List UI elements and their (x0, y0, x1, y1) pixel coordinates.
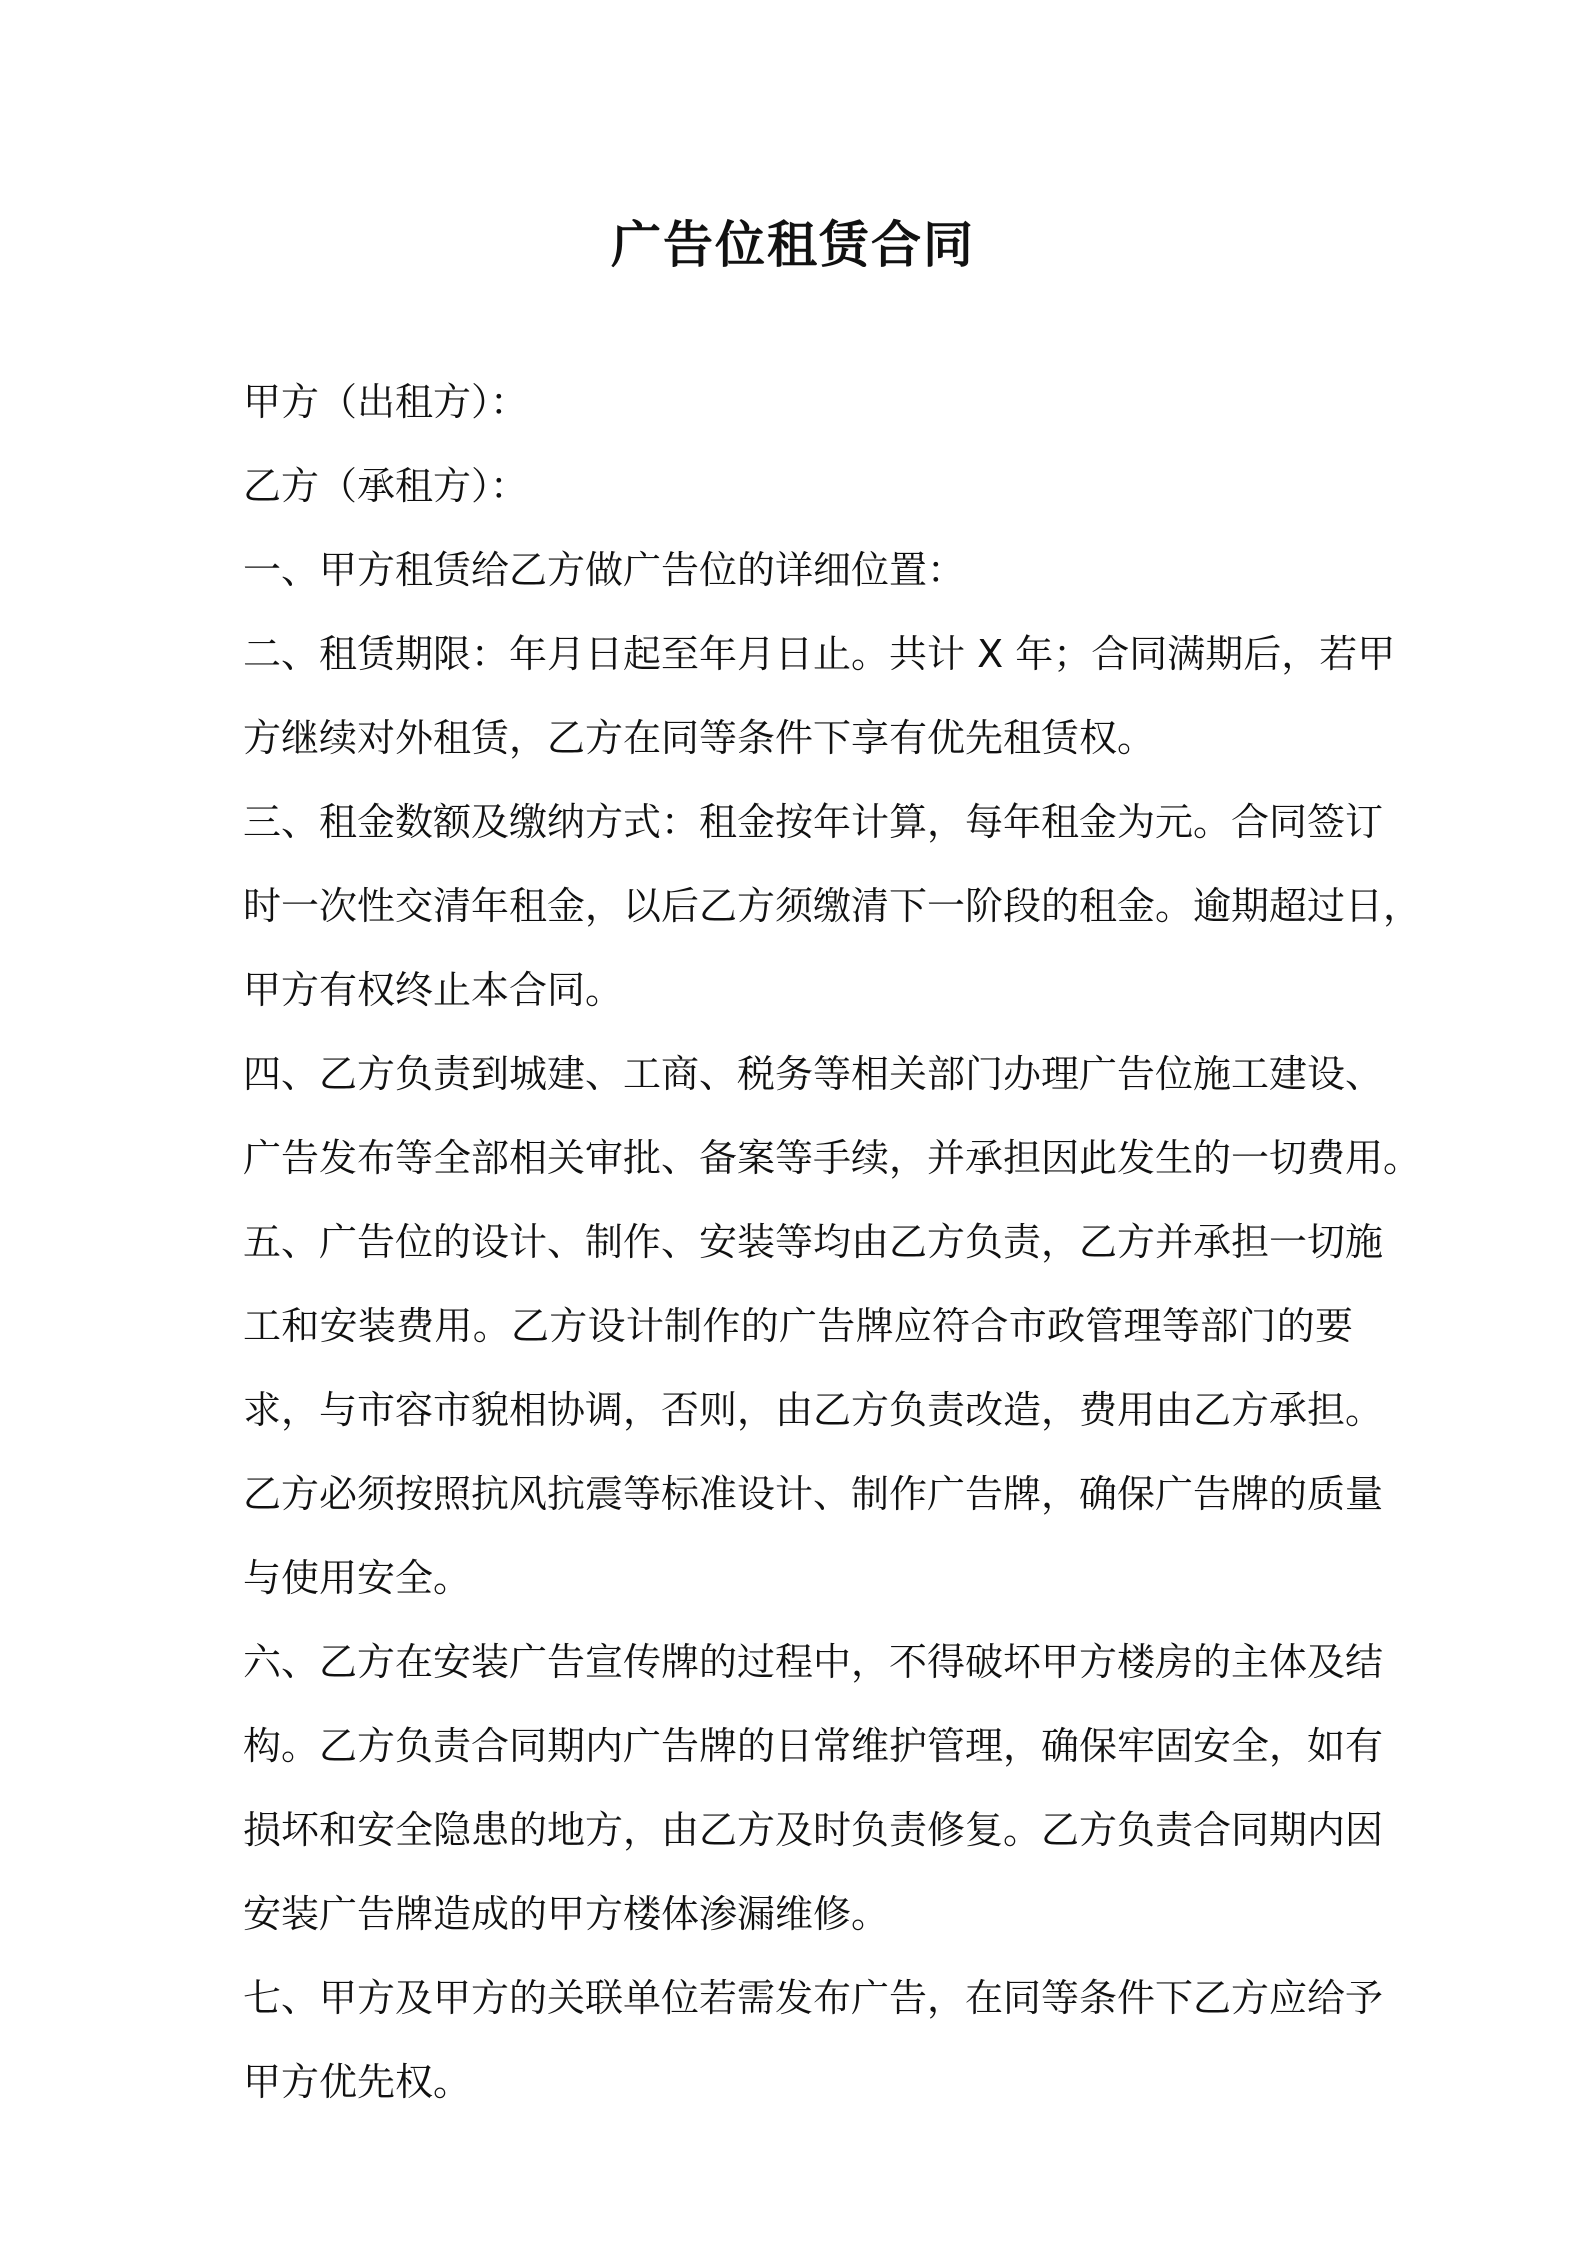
contract-text-line: 二、租赁期限：年月日起至年月日止。共计 X 年；合同满期后，若甲 (243, 632, 1396, 676)
document-title: 广告位租赁合同 (611, 216, 975, 274)
contract-text-line: 乙方（承租方）： (243, 464, 529, 508)
contract-text-line: 工和安装费用。乙方设计制作的广告牌应符合市政管理等部门的要 (243, 1304, 1353, 1348)
contract-text-line: 求，与市容市貌相协调，否则，由乙方负责改造，费用由乙方承担。 (243, 1388, 1384, 1432)
contract-text-line: 构。乙方负责合同期内广告牌的日常维护管理，确保牢固安全，如有 (243, 1724, 1384, 1768)
contract-text-line: 甲方有权终止本合同。 (243, 968, 624, 1012)
contract-text-line: 四、乙方负责到城建、工商、税务等相关部门办理广告位施工建设、 (243, 1052, 1384, 1096)
contract-text-line: 乙方必须按照抗风抗震等标准设计、制作广告牌，确保广告牌的质量 (243, 1472, 1384, 1516)
contract-text-line: 广告发布等全部相关审批、备案等手续，并承担因此发生的一切费用。 (243, 1136, 1422, 1180)
contract-text-line: 时一次性交清年租金，以后乙方须缴清下一阶段的租金。逾期超过日， (243, 884, 1422, 928)
contract-text-line: 与使用安全。 (243, 1556, 472, 1600)
contract-text-line: 六、乙方在安装广告宣传牌的过程中，不得破坏甲方楼房的主体及结 (243, 1640, 1384, 1684)
document-body (243, 360, 1422, 2124)
contract-text-line: 甲方（出租方）： (243, 380, 529, 424)
contract-text-line: 方继续对外租赁，乙方在同等条件下享有优先租赁权。 (243, 716, 1156, 760)
contract-text-line: 七、甲方及甲方的关联单位若需发布广告，在同等条件下乙方应给予 (243, 1976, 1384, 2020)
contract-text-line: 甲方优先权。 (243, 2060, 472, 2104)
contract-text-line: 三、租金数额及缴纳方式：租金按年计算，每年租金为元。合同签订 (243, 800, 1384, 844)
contract-text-line: 五、广告位的设计、制作、安装等均由乙方负责，乙方并承担一切施 (243, 1220, 1384, 1264)
contract-text-line: 损坏和安全隐患的地方，由乙方及时负责修复。乙方负责合同期内因 (243, 1808, 1384, 1852)
contract-text-line: 安装广告牌造成的甲方楼体渗漏维修。 (243, 1892, 890, 1936)
contract-text-line: 一、甲方租赁给乙方做广告位的详细位置： (243, 548, 966, 592)
